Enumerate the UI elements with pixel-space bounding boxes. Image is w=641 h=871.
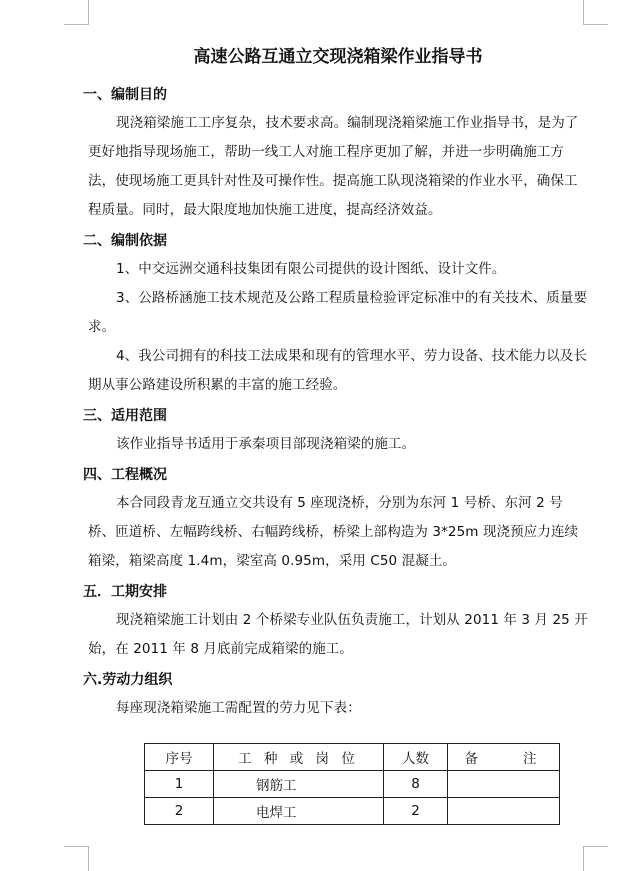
corner-mark-bottom-right: [583, 846, 608, 871]
table-row: [145, 771, 560, 798]
table-cell: 钢筋工: [214, 771, 384, 798]
table-header-cell: 序号: [145, 744, 214, 771]
labor-table: [144, 743, 560, 825]
table-cell: 1: [145, 771, 214, 798]
corner-mark-top-left: [64, 0, 89, 25]
table-row: [145, 798, 560, 825]
table-header-cell: 备 注: [448, 744, 560, 771]
paragraph-purpose: 现浇箱梁施工工序复杂，技术要求高。编制现浇箱梁施工作业指导书，是为了更好地指导现场施工，帮助一线工人对施工程序更加了解，并进一步明确施工方法，使现场施工更具针对性及可操作性。提高施工队现浇箱梁的作业水平，确保工程质量。同时，最大限度地加快施工进度，提高经济效益。: [88, 115, 579, 218]
document-page: [83, 32, 588, 825]
paragraph-labor: 每座现浇箱梁施工需配置的劳力见下表：: [116, 700, 361, 716]
paragraph-schedule: 现浇箱梁施工计划由 2 个桥梁专业队伍负责施工，计划从 2011 年 3 月 25 开始，在 2011 年 8 月底前完成箱梁的施工。: [88, 612, 588, 657]
corner-mark-top-right: [583, 0, 608, 25]
paragraph-basis-3: 3、公路桥涵施工技术规范及公路工程质量检验评定标准中的有关技术、质量要求。: [88, 290, 588, 335]
table-cell: 8: [384, 771, 448, 798]
section-heading-labor: 六.劳动力组织: [83, 672, 173, 688]
table-cell: 2: [384, 798, 448, 825]
table-cell: [448, 798, 560, 825]
table-cell: 电焊工: [214, 798, 384, 825]
paragraph-overview: 本合同段青龙互通立交共设有 5 座现浇桥，分别为东河 1 号桥、东河 2 号桥、匝道桥、左幅跨线桥、右幅跨线桥，桥梁上部构造为 3*25m 现浇预应力连续箱梁，箱梁高度 1.4m，梁室高 0.95m，采用 C50 混凝土。: [88, 495, 579, 569]
section-heading-scope: 三、适用范围: [83, 408, 167, 424]
table-header-cell: 人数: [384, 744, 448, 771]
table-header-cell: 工 种 或 岗 位: [214, 744, 384, 771]
document-title: 高速公路互通立交现浇箱梁作业指导书: [193, 47, 483, 67]
section-heading-basis: 二、编制依据: [83, 233, 167, 249]
table-cell: [448, 771, 560, 798]
section-heading-purpose: 一、编制目的: [83, 87, 167, 103]
section-heading-overview: 四、工程概况: [83, 467, 167, 483]
paragraph-basis-4: 4、我公司拥有的科技工法成果和现有的管理水平、劳力设备、技术能力以及长期从事公路建设所积累的丰富的施工经验。: [88, 348, 588, 393]
paragraph-basis-1: 1、中交远洲交通科技集团有限公司提供的设计图纸、设计文件。: [116, 261, 506, 277]
corner-mark-bottom-left: [64, 846, 89, 871]
table-header-row: [145, 744, 560, 771]
section-heading-schedule: 五．工期安排: [83, 584, 167, 600]
table-cell: 2: [145, 798, 214, 825]
paragraph-scope: 该作业指导书适用于承秦项目部现浇箱梁的施工。: [116, 436, 416, 452]
